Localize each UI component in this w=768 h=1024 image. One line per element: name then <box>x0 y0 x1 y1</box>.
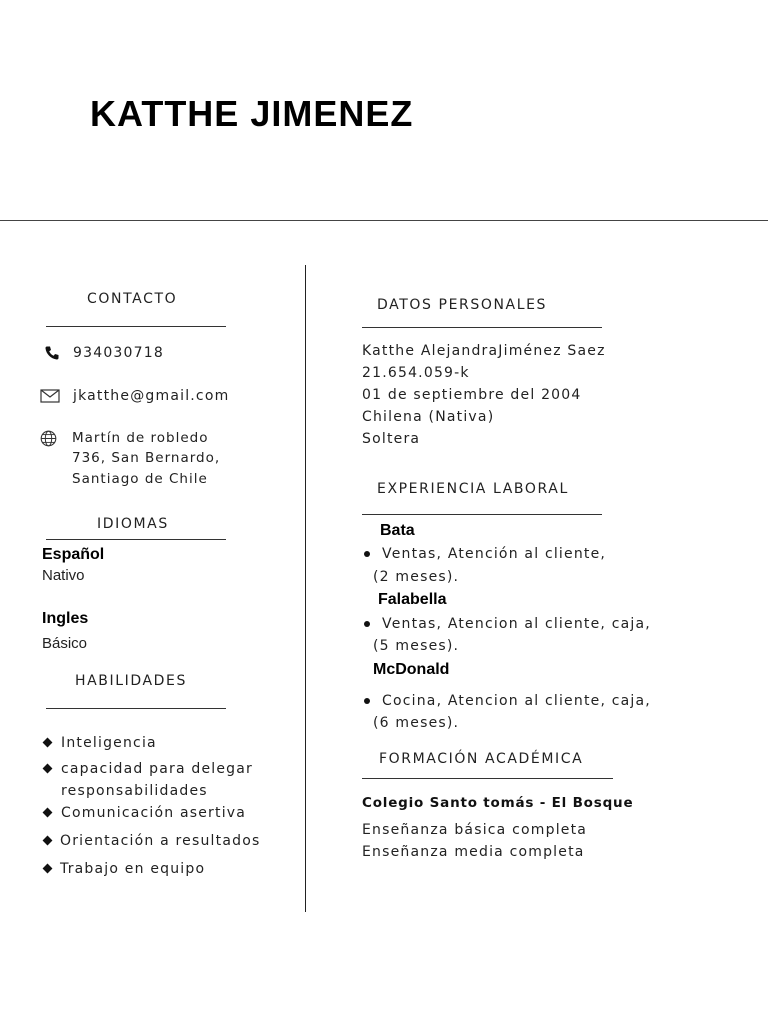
address-line-3: Santiago de Chile <box>72 471 208 487</box>
education-line: Enseñanza media completa <box>362 844 585 860</box>
contact-underline <box>46 326 226 327</box>
envelope-icon <box>40 388 58 404</box>
header-divider <box>0 220 768 221</box>
experience-underline <box>362 514 602 515</box>
skill-bullet <box>43 836 53 846</box>
skill-item: Trabajo en equipo <box>60 861 206 877</box>
skill-bullet <box>43 738 53 748</box>
job-duties: Ventas, Atencion al cliente, caja, <box>382 616 651 632</box>
job-company: Falabella <box>378 591 447 608</box>
education-school: Colegio Santo tomás - El Bosque <box>362 795 634 811</box>
job-duties: Ventas, Atención al cliente, <box>382 546 607 562</box>
address-line-2: 736, San Bernardo, <box>72 450 221 466</box>
skill-bullet <box>43 808 53 818</box>
job-bullet <box>364 698 370 704</box>
job-duration: (2 meses). <box>373 569 460 585</box>
globe-icon <box>40 430 58 446</box>
skill-item: capacidad para delegar <box>61 761 254 777</box>
job-company: Bata <box>380 522 415 539</box>
personal-underline <box>362 327 602 328</box>
education-heading: FORMACIÓN ACADÉMICA <box>379 751 584 767</box>
skill-item-continued: responsabilidades <box>61 783 208 799</box>
personal-id: 21.654.059-k <box>362 365 470 381</box>
skills-heading: HABILIDADES <box>75 673 187 689</box>
skills-underline <box>46 708 226 709</box>
education-line: Enseñanza básica completa <box>362 822 588 838</box>
languages-underline <box>46 539 226 540</box>
address-line-1: Martín de robledo <box>72 430 209 446</box>
job-duration: (5 meses). <box>373 638 460 654</box>
column-divider <box>305 265 306 912</box>
phone-number: 934030718 <box>73 345 164 361</box>
language-level: Nativo <box>42 567 85 584</box>
job-bullet <box>364 621 370 627</box>
education-underline <box>362 778 613 779</box>
skill-item: Inteligencia <box>61 735 157 751</box>
language-name: Ingles <box>42 610 89 627</box>
personal-heading: DATOS PERSONALES <box>377 297 548 313</box>
language-level: Básico <box>42 635 88 652</box>
candidate-name: KATTHE JIMENEZ <box>90 93 414 134</box>
email-address: jkatthe@gmail.com <box>73 388 230 404</box>
skill-bullet <box>43 764 53 774</box>
personal-full-name: Katthe AlejandraJiménez Saez <box>362 343 606 359</box>
languages-heading: IDIOMAS <box>97 516 169 532</box>
phone-icon <box>44 345 62 361</box>
job-company: McDonald <box>373 661 450 678</box>
job-bullet <box>364 551 370 557</box>
personal-marital-status: Soltera <box>362 431 421 447</box>
job-duties: Cocina, Atencion al cliente, caja, <box>382 693 651 709</box>
personal-birthdate: 01 de septiembre del 2004 <box>362 387 582 403</box>
experience-heading: EXPERIENCIA LABORAL <box>377 481 569 497</box>
language-name: Español <box>42 546 105 563</box>
job-duration: (6 meses). <box>373 715 460 731</box>
skill-item: Comunicación asertiva <box>61 805 247 821</box>
personal-nationality: Chilena (Nativa) <box>362 409 495 425</box>
skill-bullet <box>43 864 53 874</box>
skill-item: Orientación a resultados <box>60 833 261 849</box>
contact-heading: CONTACTO <box>87 291 178 307</box>
